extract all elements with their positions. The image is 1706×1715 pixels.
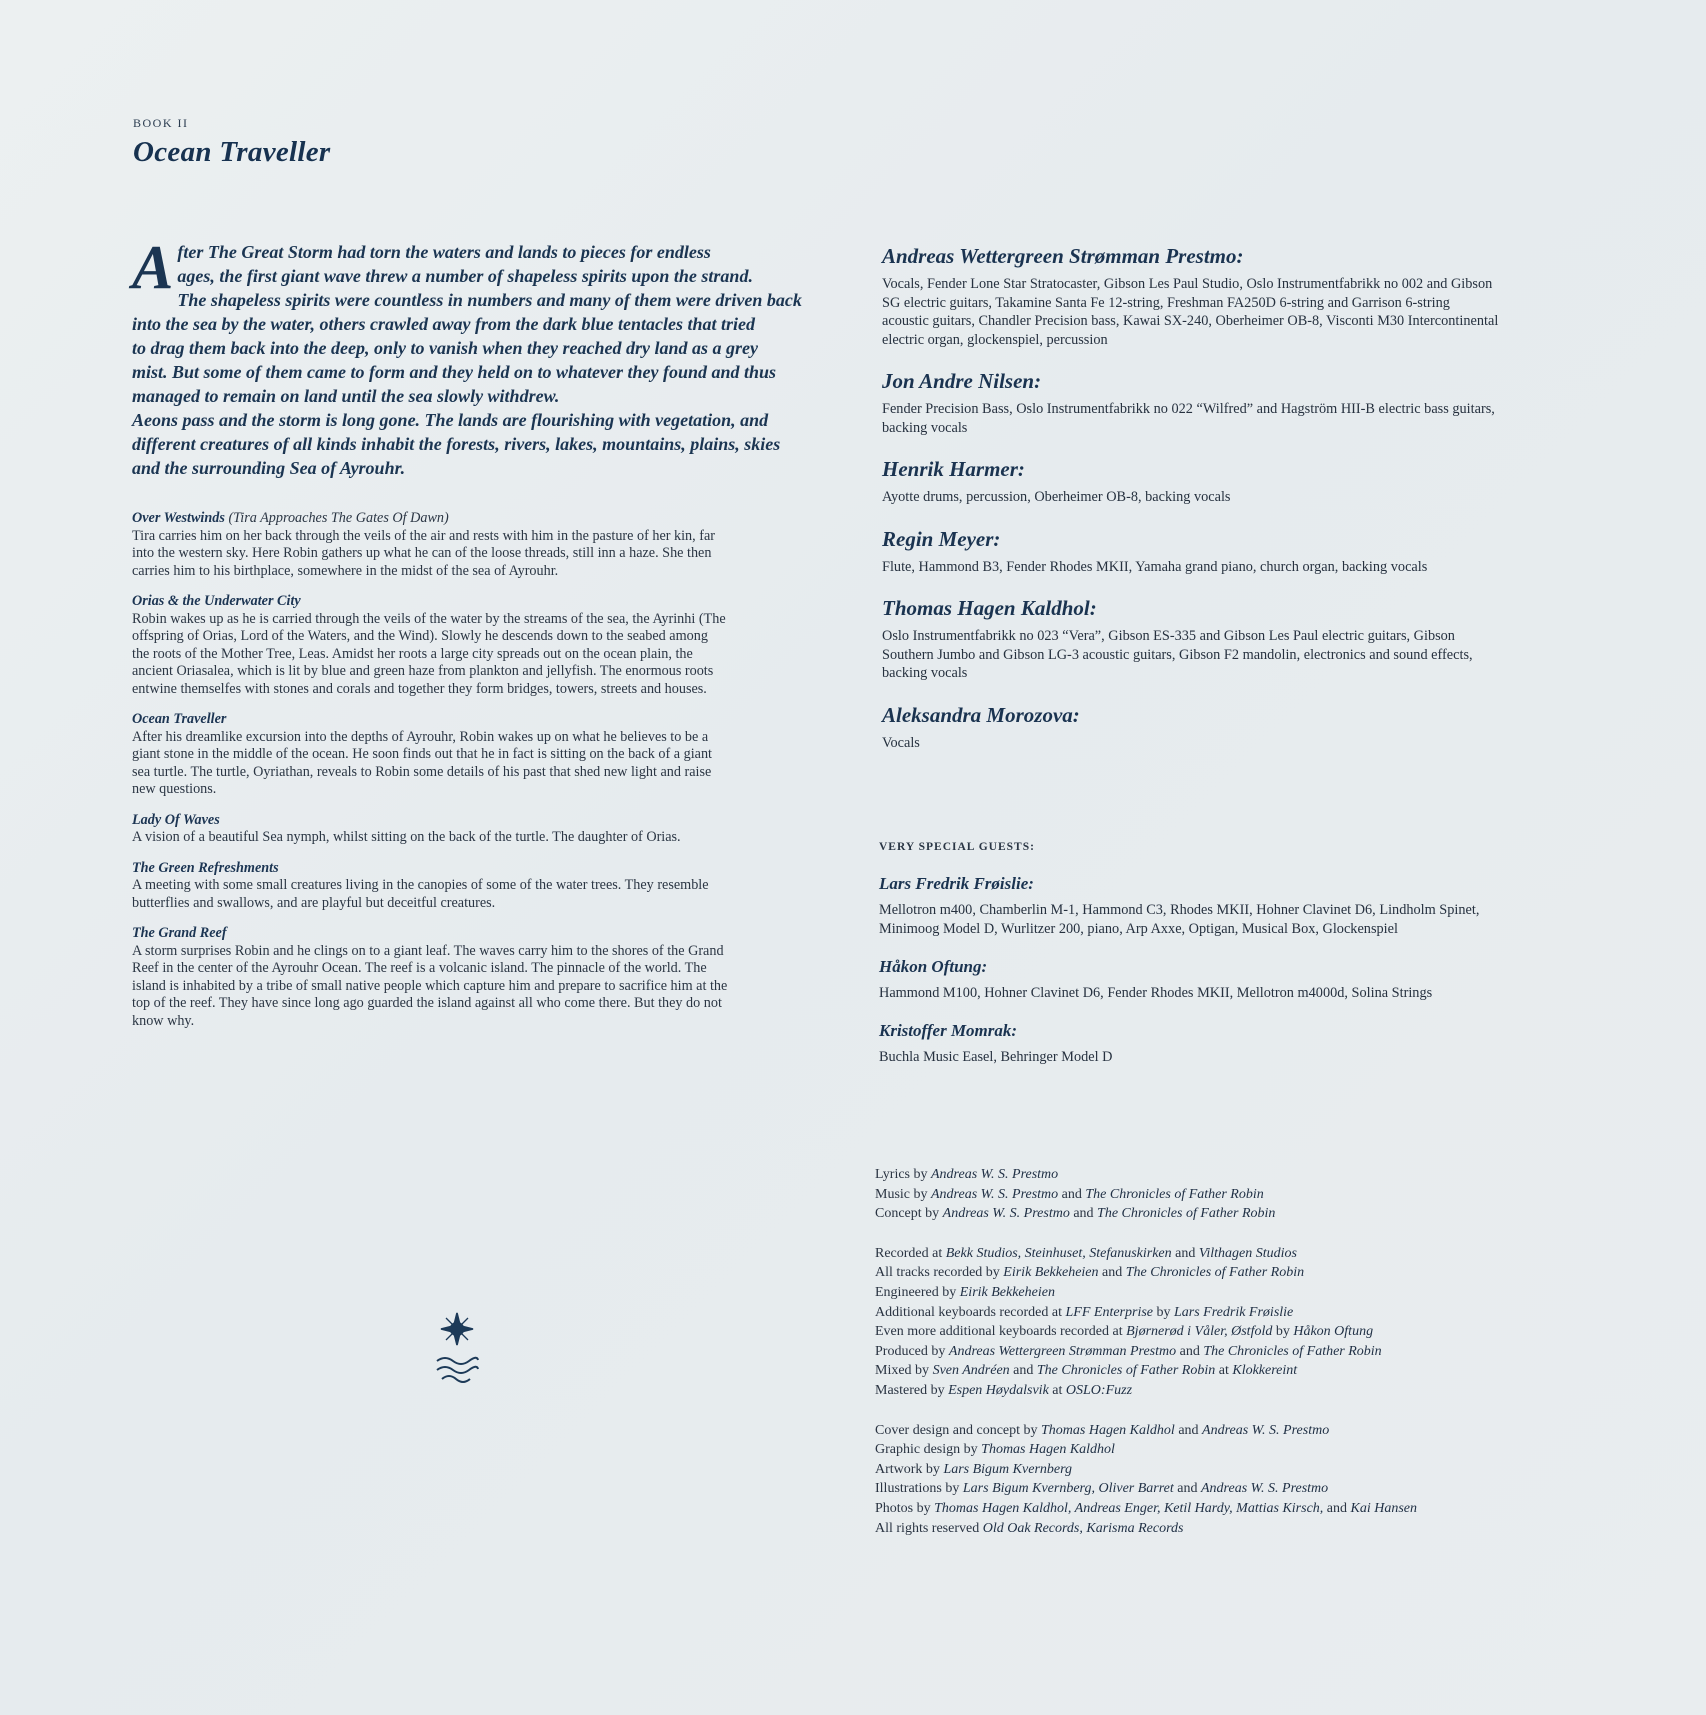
intro-line: The shapeless spirits were countless in numbers and many of them were driven back xyxy=(177,290,802,310)
credit-name: Andreas W. S. Prestmo xyxy=(942,1206,1070,1222)
credit-role: Photos by xyxy=(875,1500,935,1516)
instrument-line: Ayotte drums, percussion, Oberheimer OB-8, backing vocals xyxy=(882,489,1231,505)
musician-name: Regin Meyer: xyxy=(882,526,1001,551)
production-credits xyxy=(875,1165,1595,1558)
musician-entry xyxy=(882,457,1602,507)
credit-line xyxy=(875,1499,1595,1519)
credit-role: Lyrics by xyxy=(875,1167,931,1182)
guests-heading: VERY SPECIAL GUESTS: xyxy=(879,841,1035,853)
credit-line xyxy=(875,1440,1595,1460)
guest-entry xyxy=(879,1021,1599,1067)
intro-line: ages, the first giant wave threw a number of shapeless spirits upon the strand. xyxy=(177,266,753,286)
credit-role: by xyxy=(1272,1324,1294,1340)
intro-line: to drag them back into the deep, only to vanish when they reached dry land as a grey xyxy=(132,338,758,358)
credit-name: Lars Bigum Kvernberg, Oliver Barret xyxy=(962,1481,1174,1497)
credit-line xyxy=(875,1361,1595,1381)
guest-entry xyxy=(879,874,1599,939)
credit-name: Andreas W. S. Prestmo xyxy=(1201,1481,1329,1497)
musician-entry xyxy=(882,527,1602,577)
credit-group xyxy=(875,1165,1595,1224)
credit-role: and xyxy=(1009,1363,1037,1379)
track-description-line: ancient Oriasalea, which is lit by blue and green haze from plankton and jellyfish. The enormous roots xyxy=(132,663,714,679)
guest-instruments xyxy=(879,901,1599,939)
credit-role: and xyxy=(1171,1245,1199,1261)
musician-name: Jon Andre Nilsen: xyxy=(882,369,1042,393)
credit-role: All rights reserved xyxy=(875,1520,983,1536)
track-description-line: Tira carries him on her back through the veils of the air and rests with him in the pasture of her kin, far xyxy=(132,527,715,544)
musician-name: Andreas Wettergreen Strømman Prestmo: xyxy=(882,244,1244,268)
credit-role: Mastered by xyxy=(875,1382,949,1398)
track-heading xyxy=(132,860,822,878)
track-description-line: entwine themselfes with stones and corals and together they form bridges, towers, streets and houses. xyxy=(132,680,707,697)
track-description-line: Robin wakes up as he is carried through the veils of the water by the streams of the sea, the Ayrinhi (The xyxy=(132,610,726,627)
intro-line: into the sea by the water, others crawled away from the dark blue tentacles that tried xyxy=(132,314,756,334)
credit-role: at xyxy=(1215,1363,1233,1379)
track-title: The Grand Reef xyxy=(132,925,227,941)
credit-role: Mixed by xyxy=(875,1363,933,1379)
guest-instruments xyxy=(879,984,1599,1003)
track-description-line: After his dreamlike excursion into the depths of Ayrouhr, Robin wakes up on what he believes to be a xyxy=(132,728,709,745)
guest-entry xyxy=(879,957,1599,1003)
track-description-line: into the western sky. Here Robin gathers up what he can of the loose threads, still inn a haze. She then xyxy=(132,545,712,561)
instrument-line: backing vocals xyxy=(882,665,968,681)
instrument-line: SG electric guitars, Takamine Santa Fe 12-string, Freshman FA250D 6-string and Garrison 6-string xyxy=(882,294,1450,311)
track-description-line: carries him to his birthplace, somewhere in the midst of the sea of Ayrouhr. xyxy=(132,562,559,579)
credit-role: All tracks recorded by xyxy=(875,1265,1004,1281)
credit-role: Engineered by xyxy=(875,1284,960,1300)
musician-name: Henrik Harmer: xyxy=(882,457,1025,481)
musician-instruments xyxy=(882,627,1602,683)
track-entry xyxy=(132,860,822,913)
credit-name: Lars Bigum Kvernberg xyxy=(943,1461,1073,1477)
credit-name: Andreas W. S. Prestmo xyxy=(931,1186,1059,1202)
credit-role: and xyxy=(1058,1186,1086,1202)
musician-entry xyxy=(882,244,1602,349)
guest-list xyxy=(879,874,1599,1085)
musician-instruments xyxy=(882,488,1602,507)
credit-name: LFF Enterprise xyxy=(1065,1304,1153,1320)
credit-group xyxy=(875,1244,1595,1401)
credit-role: and xyxy=(1176,1343,1204,1359)
track-description-line: know why. xyxy=(132,1012,195,1029)
credit-role: and xyxy=(1098,1265,1126,1281)
instrument-line: Mellotron m400, Chamberlin M-1, Hammond C3, Rhodes MKII, Hohner Clavinet D6, Lindholm Spinet, xyxy=(879,902,1480,918)
intro-line: fter The Great Storm had torn the waters and lands to pieces for endless xyxy=(177,242,711,262)
track-title: Over Westwinds xyxy=(132,510,225,526)
track-description-line: island is inhabited by a tribe of small native people which capture him and prepare to sacrifice him at the xyxy=(132,977,728,994)
credit-name: Sven Andréen xyxy=(932,1363,1010,1379)
instrument-line: acoustic guitars, Chandler Precision bass, Kawai SX-240, Oberheimer OB-8, Visconti M30 Intercontinental xyxy=(882,313,1499,329)
credit-role: and xyxy=(1069,1206,1098,1222)
credit-line xyxy=(875,1165,1595,1185)
track-entry xyxy=(132,925,822,1030)
credit-name: Old Oak Records, Karisma Records xyxy=(982,1520,1184,1536)
instrument-line: Southern Jumbo and Gibson LG-3 acoustic guitars, Gibson F2 mandolin, electronics and sound effects, xyxy=(882,646,1473,663)
credit-name: Andreas W. S. Prestmo xyxy=(931,1167,1059,1182)
credit-line xyxy=(875,1303,1595,1323)
credit-name: Eirik Bekkeheien xyxy=(959,1284,1055,1300)
credit-name: The Chronicles of Father Robin xyxy=(1125,1265,1305,1281)
track-description-line: the roots of the Mother Tree, Leas. Amidst her roots a large city spreads out on the ocean plain, the xyxy=(132,645,693,662)
musician-name: Aleksandra Morozova: xyxy=(882,702,1080,727)
instrument-line: Oslo Instrumentfabrikk no 023 “Vera”, Gibson ES-335 and Gibson Les Paul electric guitars, Gibson xyxy=(882,628,1455,644)
track-description-line: sea turtle. The turtle, Oyriathan, reveals to Robin some details of his past that shed new light and raise xyxy=(132,763,712,780)
credit-role: Produced by xyxy=(875,1343,949,1359)
track-description-line: A storm surprises Robin and he clings on to a giant leaf. The waves carry him to the shores of the Grand xyxy=(132,942,724,959)
credit-role: Additional keyboards recorded at xyxy=(875,1304,1066,1320)
credit-line xyxy=(875,1204,1595,1224)
musician-instruments xyxy=(882,558,1602,577)
credit-role: and xyxy=(1174,1422,1203,1438)
track-heading xyxy=(132,812,822,830)
book-label: BOOK II xyxy=(133,116,189,130)
credit-name: Andreas Wettergreen Strømman Prestmo xyxy=(948,1343,1177,1359)
book-title: Ocean Traveller xyxy=(133,136,331,168)
track-entry xyxy=(132,711,822,799)
intro-line: mist. But some of them came to form and they held on to whatever they found and thus xyxy=(132,362,777,382)
credit-name: Andreas W. S. Prestmo xyxy=(1202,1422,1330,1438)
credit-name: The Chronicles of Father Robin xyxy=(1097,1206,1276,1222)
track-heading xyxy=(132,711,822,729)
track-description-line: A meeting with some small creatures living in the canopies of some of the water trees. They resemble xyxy=(132,877,709,893)
credit-name: OSLO:Fuzz xyxy=(1065,1382,1133,1398)
intro-line: Aeons pass and the storm is long gone. The lands are flourishing with vegetation, and xyxy=(132,410,769,430)
instrument-line: Buchla Music Easel, Behringer Model D xyxy=(879,1049,1113,1065)
instrument-line: Hammond M100, Hohner Clavinet D6, Fender Rhodes MKII, Mellotron m4000d, Solina Strings xyxy=(879,985,1433,1001)
credit-role: and xyxy=(1173,1481,1201,1497)
track-description-line: butterflies and swallows, and are playful but deceitful creatures. xyxy=(132,894,496,911)
intro-paragraph xyxy=(132,234,830,480)
credit-name: Thomas Hagen Kaldhol, Andreas Enger, Ketil Hardy, Mattias Kirsch, xyxy=(934,1500,1324,1516)
track-entry xyxy=(132,812,822,847)
credit-role: at xyxy=(1048,1382,1066,1398)
credit-line xyxy=(875,1185,1595,1205)
credit-name: Håkon Oftung xyxy=(1293,1324,1374,1340)
credit-role: Even more additional keyboards recorded at xyxy=(875,1324,1127,1340)
track-heading xyxy=(132,510,822,528)
guest-name: Lars Fredrik Frøislie: xyxy=(879,874,1034,893)
intro-line: managed to remain on land until the sea slowly withdrew. xyxy=(132,386,560,406)
track-heading xyxy=(132,925,822,943)
credit-line xyxy=(875,1263,1595,1283)
track-entry xyxy=(132,593,822,698)
musician-entry xyxy=(882,369,1602,437)
track-description-line: top of the reef. They have since long ago guarded the island against all who come there. But they do not xyxy=(132,995,722,1011)
track-title: Orias & the Underwater City xyxy=(132,593,301,609)
musician-list xyxy=(882,244,1602,772)
credit-role: and xyxy=(1323,1500,1351,1516)
instrument-line: Vocals xyxy=(882,734,920,751)
instrument-line: Minimoog Model D, Wurlitzer 200, piano, Arp Axxe, Optigan, Musical Box, Glockenspiel xyxy=(879,921,1398,937)
credit-name: The Chronicles of Father Robin xyxy=(1203,1343,1382,1359)
credit-line xyxy=(875,1460,1595,1480)
compass-star-waves-icon xyxy=(432,1305,482,1387)
track-description-line: offspring of Orias, Lord of the Waters, and the Wind). Slowly he descends down to the seabed among xyxy=(132,628,708,644)
credit-name: Lars Fredrik Frøislie xyxy=(1174,1304,1294,1320)
credit-line xyxy=(875,1283,1595,1303)
track-entry xyxy=(132,510,822,580)
credit-name: Bjørnerød i Våler, Østfold xyxy=(1126,1324,1273,1340)
credit-name: Bekk Studios, Steinhuset, Stefanuskirken xyxy=(945,1245,1172,1261)
musician-entry xyxy=(882,703,1602,753)
credit-line xyxy=(875,1244,1595,1264)
track-description-line: A vision of a beautiful Sea nymph, whilst sitting on the back of the turtle. The daughter of Orias. xyxy=(132,829,681,845)
drop-cap: A xyxy=(132,234,174,302)
instrument-line: Flute, Hammond B3, Fender Rhodes MKII, Yamaha grand piano, church organ, backing vocals xyxy=(882,558,1428,575)
credit-name: Espen Høydalsvik xyxy=(948,1382,1049,1398)
credit-role: Artwork by xyxy=(875,1461,944,1477)
track-heading xyxy=(132,593,822,611)
musician-name: Thomas Hagen Kaldhol: xyxy=(882,596,1097,620)
credit-role: Cover design and concept by xyxy=(875,1422,1042,1438)
intro-lines xyxy=(132,234,830,480)
credit-name: Eirik Bekkeheien xyxy=(1003,1265,1099,1281)
credit-role: Graphic design by xyxy=(875,1442,982,1458)
track-description-line: new questions. xyxy=(132,781,217,797)
credit-name: Klokkereint xyxy=(1232,1363,1298,1379)
credit-name: Thomas Hagen Kaldhol xyxy=(981,1442,1115,1458)
credit-line xyxy=(875,1519,1595,1539)
track-title: Lady Of Waves xyxy=(132,811,220,828)
track-title: The Green Refreshments xyxy=(132,859,279,876)
track-description-line: giant stone in the middle of the ocean. He soon finds out that he in fact is sitting on the back of a giant xyxy=(132,746,712,762)
credit-name: Vilthagen Studios xyxy=(1198,1245,1297,1261)
musician-entry xyxy=(882,596,1602,683)
credit-role: Recorded at xyxy=(875,1245,946,1261)
credit-name: The Chronicles of Father Robin xyxy=(1036,1363,1216,1379)
musician-instruments xyxy=(882,400,1602,437)
credit-role: by xyxy=(1153,1304,1174,1320)
track-subtitle: (Tira Approaches The Gates Of Dawn) xyxy=(228,510,449,526)
credit-role: Illustrations by xyxy=(875,1481,963,1497)
musician-instruments xyxy=(882,734,1602,753)
instrument-line: Vocals, Fender Lone Star Stratocaster, Gibson Les Paul Studio, Oslo Instrumentfabrikk no 002 and Gibson xyxy=(882,276,1493,292)
credit-line xyxy=(875,1381,1595,1401)
guest-name: Håkon Oftung: xyxy=(879,957,988,976)
instrument-line: Fender Precision Bass, Oslo Instrumentfabrikk no 022 “Wilfred” and Hagström HII-B electric bass guitars, xyxy=(882,401,1495,417)
credit-line xyxy=(875,1342,1595,1362)
credit-line xyxy=(875,1421,1595,1441)
musician-instruments xyxy=(882,275,1602,349)
intro-line: different creatures of all kinds inhabit the forests, rivers, lakes, mountains, plains, skies xyxy=(132,434,781,454)
guest-instruments xyxy=(879,1048,1599,1067)
instrument-line: electric organ, glockenspiel, percussion xyxy=(882,331,1108,348)
credit-role: Concept by xyxy=(875,1206,943,1222)
intro-line: and the surrounding Sea of Ayrouhr. xyxy=(132,458,406,478)
track-description-line: Reef in the center of the Ayrouhr Ocean. The reef is a volcanic island. The pinnacle of the world. The xyxy=(132,960,707,976)
credit-group xyxy=(875,1421,1595,1539)
credit-name: The Chronicles of Father Robin xyxy=(1085,1186,1264,1202)
credit-line xyxy=(875,1479,1595,1499)
track-title: Ocean Traveller xyxy=(132,711,227,727)
credit-name: Thomas Hagen Kaldhol xyxy=(1041,1422,1175,1438)
credit-role: Music by xyxy=(875,1186,931,1202)
track-list xyxy=(132,510,822,1043)
guest-name: Kristoffer Momrak: xyxy=(879,1021,1018,1040)
instrument-line: backing vocals xyxy=(882,419,968,436)
credit-name: Kai Hansen xyxy=(1350,1500,1417,1516)
credit-line xyxy=(875,1322,1595,1342)
